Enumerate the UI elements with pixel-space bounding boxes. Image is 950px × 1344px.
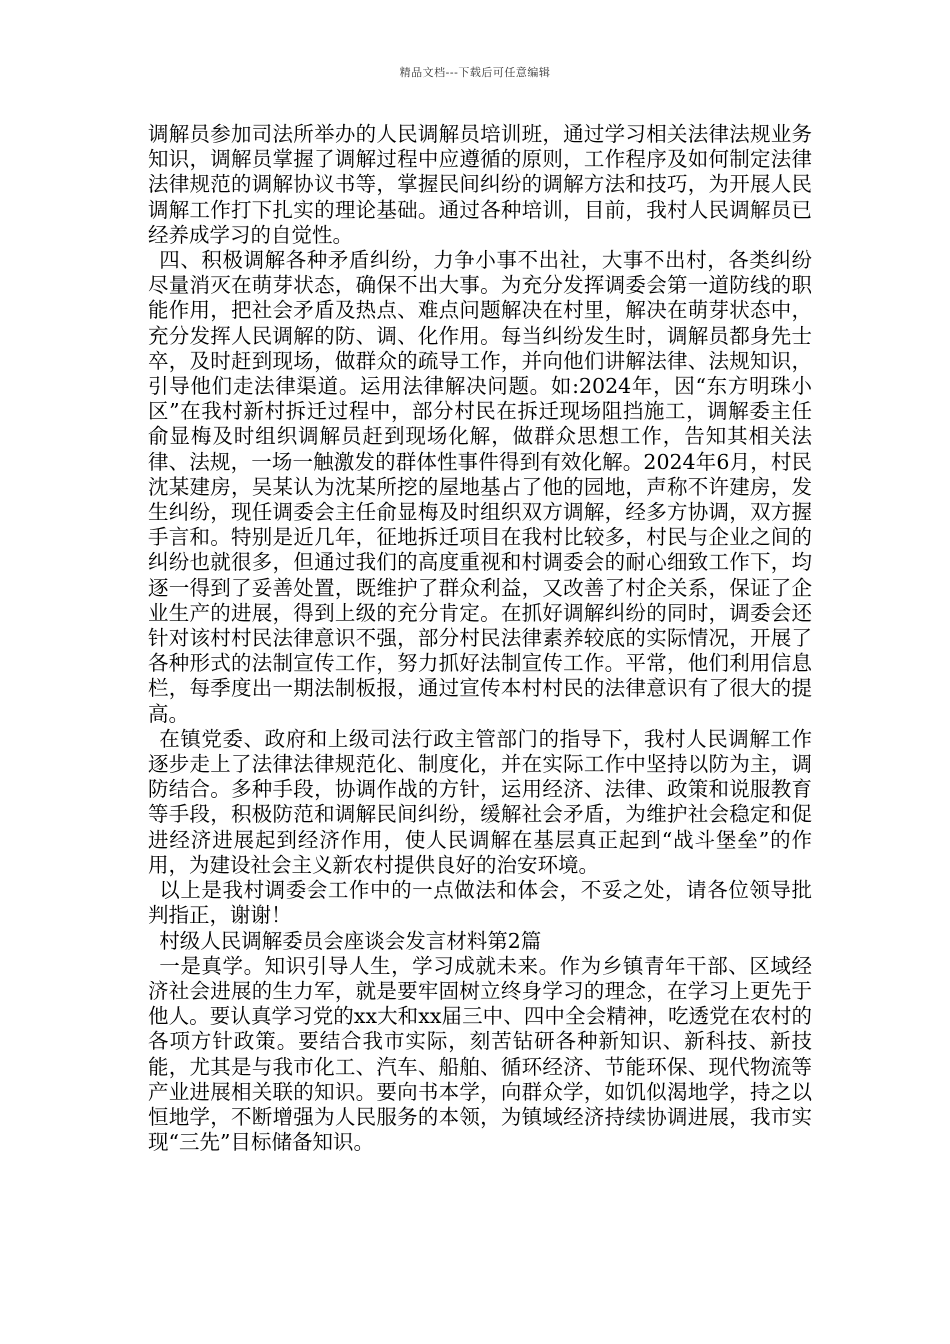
paragraph-study: 一是真学。知识引导人生，学习成就未来。作为乡镇青年干部、区域经济社会进展的生力军，就是要牢固树立终身学习的理念，在学习上更先于他人。要认真学习党的xx大和xx届三中、四中全会精神，吃透党在农村的各项方针政策。要结合我市实际，刻苦钻研各种新知识、新科技、新技能，尤其是与我市化工、汽车、船舶、循环经济、节能环保、现代物流等产业进展相关联的知识。要向书本学，向群众学，如饥似渴地学，持之以恒地学，不断增强为人民服务的本领，为镇域经济持续协调进展，我市实现“三先”目标储备知识。 <box>148 953 812 1155</box>
paragraph-closing: 以上是我村调委会工作中的一点做法和体会，不妥之处，请各位领导批判指正，谢谢！ <box>148 878 812 928</box>
paragraph-mediation-disputes: 四、积极调解各种矛盾纠纷，力争小事不出社，大事不出村，各类纠纷尽量消灭在萌芽状态，确保不出大事。为充分发挥调委会第一道防线的职能作用，把社会矛盾及热点、难点问题解决在村里，解决在萌芽状态中，充分发挥人民调解的防、调、化作用。每当纠纷发生时，调解员都身先士卒，及时赶到现场，做群众的疏导工作，并向他们讲解法律、法规知识，引导他们走法律渠道。运用法律解决问题。如:2024年，因“东方明珠小区”在我村新村拆迁过程中，部分村民在拆迁现场阻挡施工，调解委主任俞显梅及时组织调解员赶到现场化解，做群众思想工作，告知其相关法律、法规，一场一触激发的群体性事件得到有效化解。2024年6月，村民沈某建房，吴某认为沈某所挖的屋地基占了他的园地，声称不许建房，发生纠纷，现任调委会主任俞显梅及时组织双方调解，经多方协调，双方握手言和。特别是近几年，征地拆迁项目在我村比较多，村民与企业之间的纠纷也就很多，但通过我们的高度重视和村调委会的耐心细致工作下，均逐一得到了妥善处置，既维护了群众利益，又改善了村企关系，保证了企业生产的进展，得到上级的充分肯定。在抓好调解纠纷的同时，调委会还针对该村村民法律意识不强，部分村民法律素养较底的实际情况，开展了各种形式的法制宣传工作，努力抓好法制宣传工作。平常，他们利用信息栏，每季度出一期法制板报，通过宣传本村村民的法律意识有了很大的提高。 <box>148 248 812 726</box>
document-body <box>148 122 812 1155</box>
paragraph-guidance: 在镇党委、政府和上级司法行政主管部门的指导下，我村人民调解工作逐步走上了法律法律规范化、制度化，并在实际工作中坚持以防为主，调防结合。多种手段，协调作战的方针，运用经济、法律、政策和说服教育等手段，积极防范和调解民间纠纷，缓解社会矛盾，为维护社会稳定和促进经济进展起到经济作用，使人民调解在基层真正起到“战斗堡垒”的作用，为建设社会主义新农村提供良好的治安环境。 <box>148 726 812 877</box>
page-header: 精品文档---下载后可任意编辑 <box>399 66 551 79</box>
paragraph-training: 调解员参加司法所举办的人民调解员培训班，通过学习相关法律法规业务知识，调解员掌握了调解过程中应遵循的原则，工作程序及如何制定法律法律规范的调解协议书等，掌握民间纠纷的调解方法和技巧，为开展人民调解工作打下扎实的理论基础。通过各种培训，目前，我村人民调解员已经养成学习的自觉性。 <box>148 122 812 247</box>
section-title: 村级人民调解委员会座谈会发言材料第2篇 <box>159 928 542 953</box>
